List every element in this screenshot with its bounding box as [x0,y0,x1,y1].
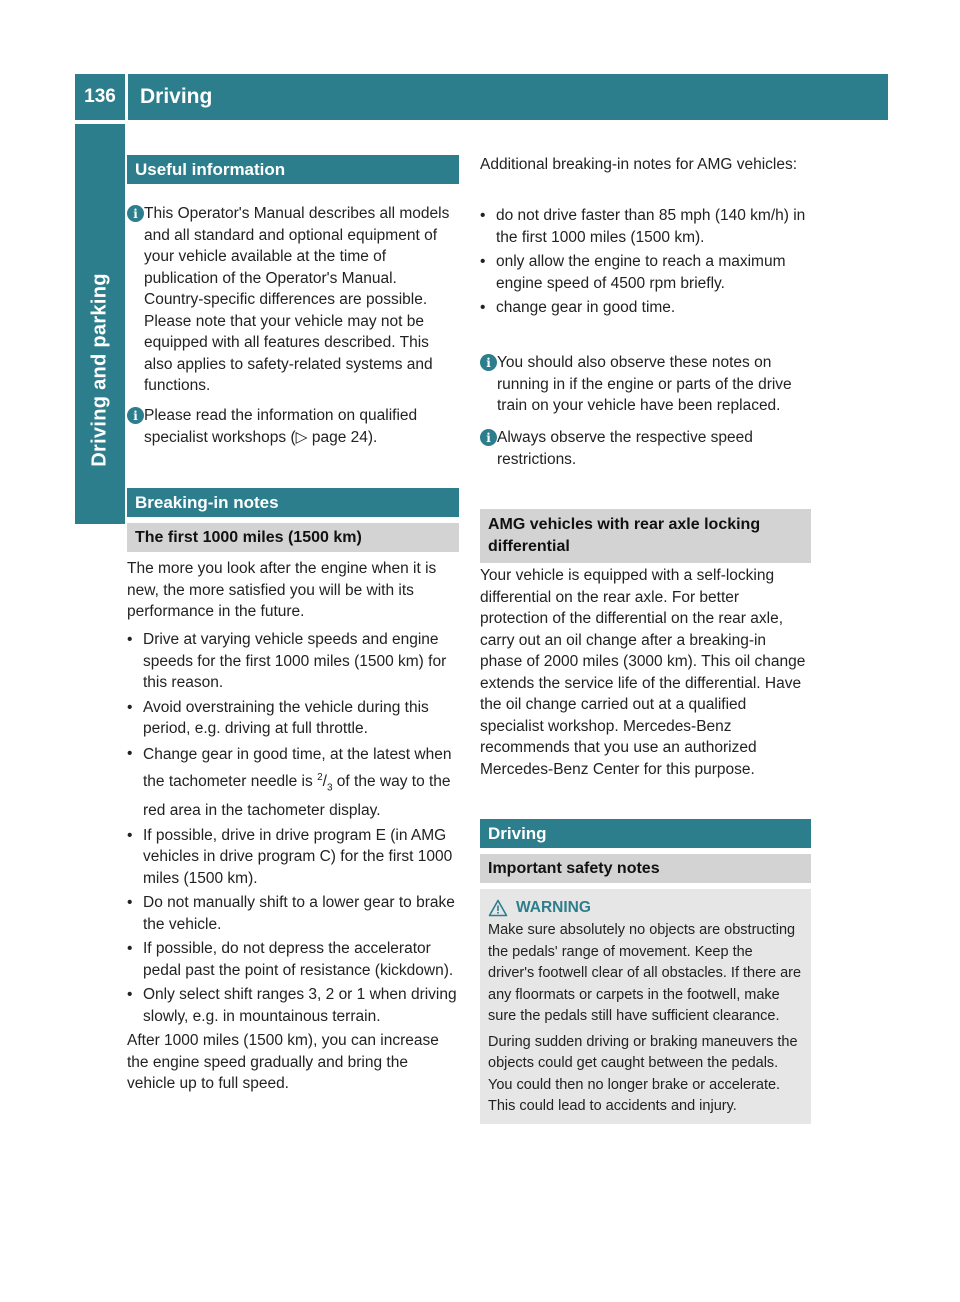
amg-rear-axle-heading: AMG vehicles with rear axle locking differential [480,509,811,563]
warning-triangle-icon [488,899,508,917]
page-number: 136 [75,74,125,120]
info-note-4: i Always observe the respective speed restrictions. [480,427,811,470]
side-section-label: Driving and parking [88,273,111,467]
info-note-1-text: This Operator's Manual describes all models and all standard and optional equipment of your vehicle available at the time of publication of the Operator's Manual. Country-specific differences are possible. Please note that your vehicle may not be equipped with all features described. This also applies to safety-related systems and functions. [144,205,450,394]
list-item: • Drive at varying vehicle speeds and engine speeds for the first 1000 miles (1500 km) for this reason. [127,631,447,691]
amg-bullet-list [480,205,811,319]
warning-box [480,889,811,1124]
list-item: • only allow the engine to reach a maximum engine speed of 4500 rpm briefly. [480,253,786,292]
info-icon: i [480,354,497,371]
warning-paragraph-2: During sudden driving or braking maneuvers the objects could get caught between the pedals. You could then no longer brake or accelerate. This could lead to accidents and injury. [488,1033,798,1114]
info-icon: i [480,429,497,446]
info-note-3: i You should also observe these notes on running in if the engine or parts of the drive train on your vehicle have been replaced. [480,352,811,417]
useful-info-heading: Useful information [127,155,459,184]
warning-header [488,897,803,918]
amg-rear-axle-body: Your vehicle is equipped with a self-locking differential on the rear axle. For better protection of the differential on the rear axle, carry out an oil change after a breaking-in phase of 2000 miles (3000 km). This oil change extends the service life of the differential. Have the oil change carried out at a qualified specialist workshop. Mercedes-Benz recommends that you use an authorized Mercedes-Benz Center for this purpose. [480,567,806,778]
info-icon: i [127,407,144,424]
list-item: • Change gear in good time, at the latest when the tachometer needle is $^2/_3$ of the way to the red area in the tachometer display. [127,743,459,822]
list-item: • If possible, do not depress the accelerator pedal past the point of resistance (kickdown). [127,940,454,979]
breaking-in-after: After 1000 miles (1500 km), you can increase the engine speed gradually and bring the vehicle up to full speed. [127,1032,439,1093]
change-gear-text: Change gear in good time, at the latest when the tachometer needle is $^2/_3$ of the way to the red area in the tachometer display. [143,745,452,819]
warning-paragraph-1: Make sure absolutely no objects are obstructing the pedals' range of movement. Keep the driver's footwell clear of all obstacles. If there are any floormats or carpets in the footwell, make sure the pedals still have sufficient clearance. [488,922,802,1024]
first-1000-miles-subheading: The first 1000 miles (1500 km) [127,523,459,552]
info-icon: i [127,205,144,222]
info-note-text [144,203,459,397]
breaking-in-heading: Breaking-in notes [127,488,459,517]
info-note-2-text [144,405,459,448]
list-item: • Only select shift ranges 3, 2 or 1 when driving slowly, e.g. in mountainous terrain. [127,986,457,1025]
list-item: • do not drive faster than 85 mph (140 km/h) in the first 1000 miles (1500 km). [480,207,806,246]
breaking-in-intro-text: The more you look after the engine when it is new, the more satisfied you will be with its performance in the future. [127,560,437,620]
side-tab-marker [75,480,125,524]
page-title: Driving [128,74,888,120]
important-safety-notes-heading: Important safety notes [480,854,811,883]
list-item: • change gear in good time. [480,299,676,316]
amg-breaking-in-intro: Additional breaking-in notes for AMG vehicles: [480,156,798,173]
breaking-in-intro [127,558,459,623]
list-item: • Do not manually shift to a lower gear to brake the vehicle. [127,894,455,933]
info-note-2-body: Please read the information on qualified specialist workshops (▷ page 24). [144,407,418,446]
list-item: • Avoid overstraining the vehicle during this period, e.g. driving at full throttle. [127,698,429,737]
driving-heading: Driving [480,819,811,848]
warning-label: WARNING [516,899,591,916]
list-item: • If possible, drive in drive program E (in AMG vehicles in drive program C) for the first 1000 miles (1500 km). [127,826,453,887]
breaking-in-bullet-list [127,629,459,1095]
